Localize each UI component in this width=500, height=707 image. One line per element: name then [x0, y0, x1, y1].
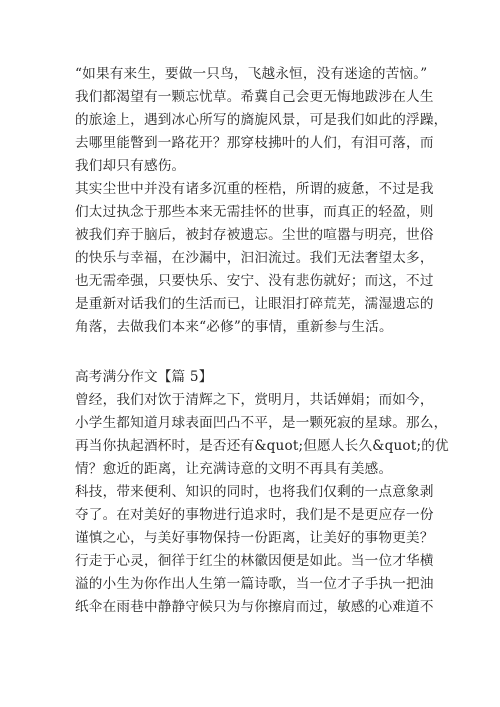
text-line: 我们都渴望有一颗忘忧草。希冀自己会更无悔地跋涉在人生: [75, 89, 434, 105]
text-line: 去哪里能瞥到一路花开？那穿枝拂叶的人们，有泪可落，而: [75, 135, 434, 151]
text-line: 谨慎之心，与美好事物保持一份距离，让美好的事物更美？: [75, 530, 434, 546]
text-line: 我们却只有感伤。: [75, 158, 186, 174]
text-line: “如果有来生，要做一只鸟，飞越永恒，没有迷途的苦恼。”: [75, 66, 428, 82]
text-line: 溢的小生为你作出人生第一篇诗歌，当一位才子手执一把油: [75, 576, 434, 592]
text-line: 行走于心灵，徊徉于红尘的林徽因便是如此。当一位才华横: [75, 553, 434, 569]
text-line: 角落，去做我们本来“必修”的事情，重新参与生活。: [75, 319, 393, 335]
text-line: 的快乐与幸福，在沙漏中，汩汩流过。我们无法奢望太多，: [75, 250, 434, 266]
section-heading: 高考满分作文【篇 5】: [75, 369, 213, 385]
text-line: 曾经，我们对饮于清辉之下，赏明月，共话婵娟；而如今，: [75, 392, 434, 408]
text-line: 情？愈近的距离，让充满诗意的文明不再具有美感。: [75, 461, 393, 477]
text-line: 的旅途上，遇到冰心所写的旖旎风景，可是我们如此的浮躁，: [75, 112, 448, 128]
text-line: 被我们弃于脑后，被封存被遗忘。尘世的喧嚣与明亮，世俗: [75, 227, 434, 243]
text-line: 其实尘世中并没有诸多沉重的桎梏，所谓的疲惫，不过是我: [75, 181, 434, 197]
text-line: 是重新对话我们的生活而已，让眼泪打碎荒芜，濡湿遗忘的: [75, 296, 434, 312]
text-line: 再当你执起酒杯时，是否还有&quot;但愿人长久&quot;的优: [75, 438, 449, 454]
text-line: 也无需牵强，只要快乐、安宁、没有悲伤就好；而这，不过: [75, 273, 434, 289]
text-line: 夺了。在对美好的事物进行追求时，我们是不是更应存一份: [75, 507, 434, 523]
text-line: 小学生都知道月球表面凹凸不平，是一颗死寂的星球。那么，: [75, 415, 448, 431]
text-line: 纸伞在雨巷中静静守候只为与你擦肩而过，敏感的心难道不: [75, 599, 434, 615]
text-line: 们太过执念于那些本来无需挂怀的世事，而真正的轻盈，则: [75, 204, 434, 220]
text-line: 科技，带来便利、知识的同时，也将我们仅剩的一点意象剥: [75, 484, 434, 500]
